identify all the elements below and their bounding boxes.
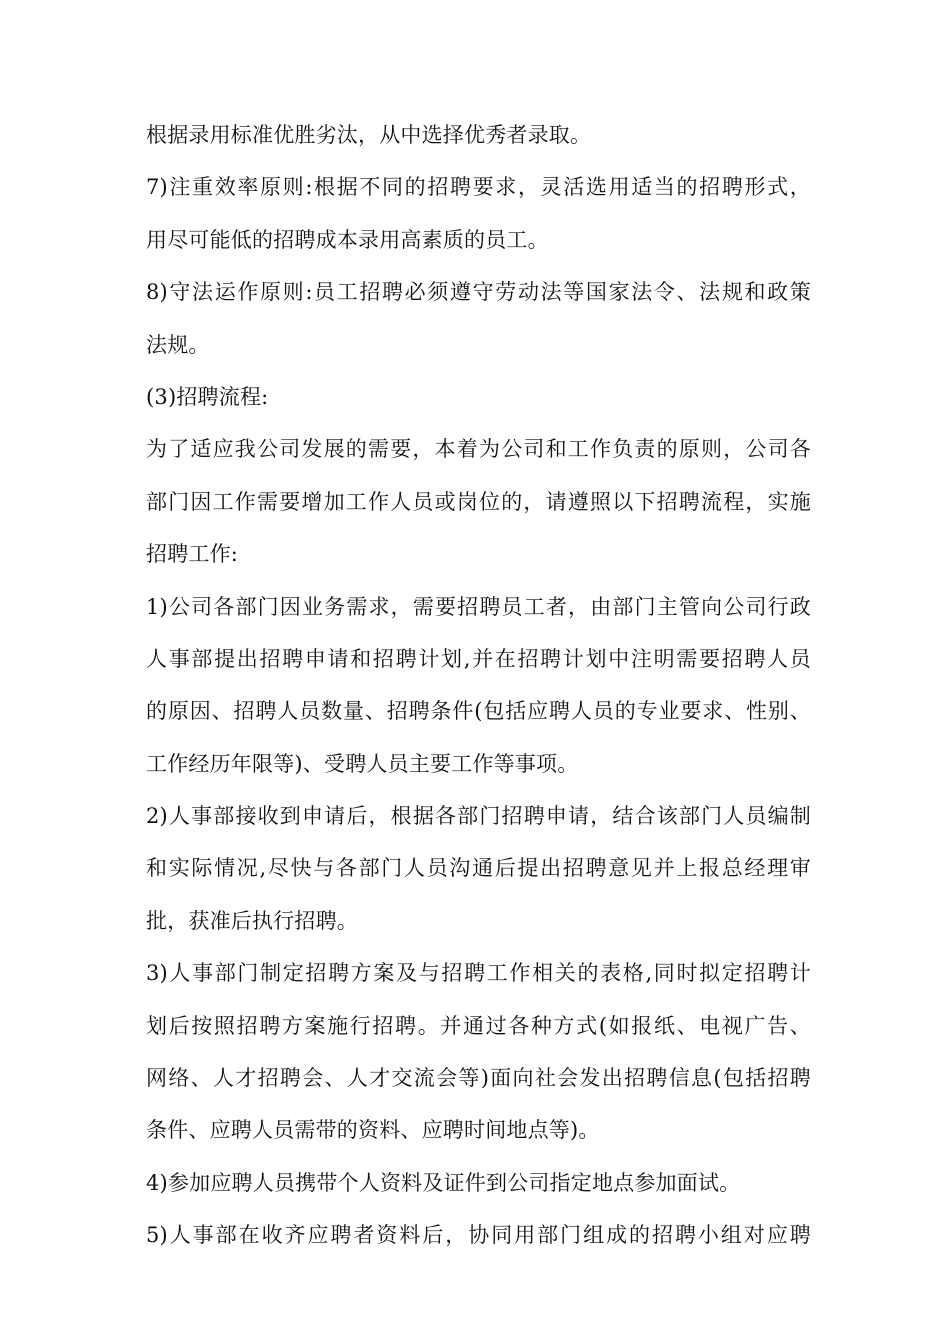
text-line: 3)人事部门制定招聘方案及与招聘工作相关的表格,同时拟定招聘计 [146, 961, 811, 986]
text-line: 划后按照招聘方案施行招聘。并通过各种方式(如报纸、电视广告、 [146, 1013, 811, 1038]
text-line: 网络、人才招聘会、人才交流会等)面向社会发出招聘信息(包括招聘 [146, 1066, 811, 1091]
text-line: 和实际情况,尽快与各部门人员沟通后提出招聘意见并上报总经理审 [146, 856, 811, 881]
text-line: 根据录用标准优胜劣汰，从中选择优秀者录取。 [146, 123, 592, 147]
body-text [146, 115, 811, 1268]
text-line: 工作经历年限等)、受聘人员主要工作等事项。 [146, 751, 579, 776]
text-line: 部门因工作需要增加工作人员或岗位的，请遵照以下招聘流程，实施 [146, 489, 811, 514]
text-line: 8)守法运作原则:员工招聘必须遵守劳动法等国家法令、法规和政策 [146, 280, 811, 305]
text-line: 条件、应聘人员需带的资料、应聘时间地点等)。 [146, 1118, 600, 1143]
text-line: (3)招聘流程: [146, 384, 269, 409]
text-line: 1)公司各部门因业务需求，需要招聘员工者，由部门主管向公司行政 [146, 594, 811, 619]
text-line: 2)人事部接收到申请后，根据各部门招聘申请，结合该部门人员编制 [146, 804, 811, 829]
text-line: 用尽可能低的招聘成本录用高素质的员工。 [146, 227, 549, 252]
text-line: 招聘工作: [146, 542, 239, 567]
text-line: 人事部提出招聘申请和招聘计划,并在招聘计划中注明需要招聘人员 [146, 646, 811, 671]
text-line: 法规。 [146, 332, 210, 357]
text-line: 批，获准后执行招聘。 [146, 908, 358, 933]
text-line: 5)人事部在收齐应聘者资料后，协同用部门组成的招聘小组对应聘 [146, 1223, 811, 1248]
text-line: 7)注重效率原则:根据不同的招聘要求，灵活选用适当的招聘形式， [146, 175, 811, 200]
text-line: 的原因、招聘人员数量、招聘条件(包括应聘人员的专业要求、性别、 [146, 699, 811, 724]
text-line: 为了适应我公司发展的需要，本着为公司和工作负责的原则，公司各 [146, 437, 811, 462]
text-line: 4)参加应聘人员携带个人资料及证件到公司指定地点参加面试。 [146, 1170, 741, 1195]
